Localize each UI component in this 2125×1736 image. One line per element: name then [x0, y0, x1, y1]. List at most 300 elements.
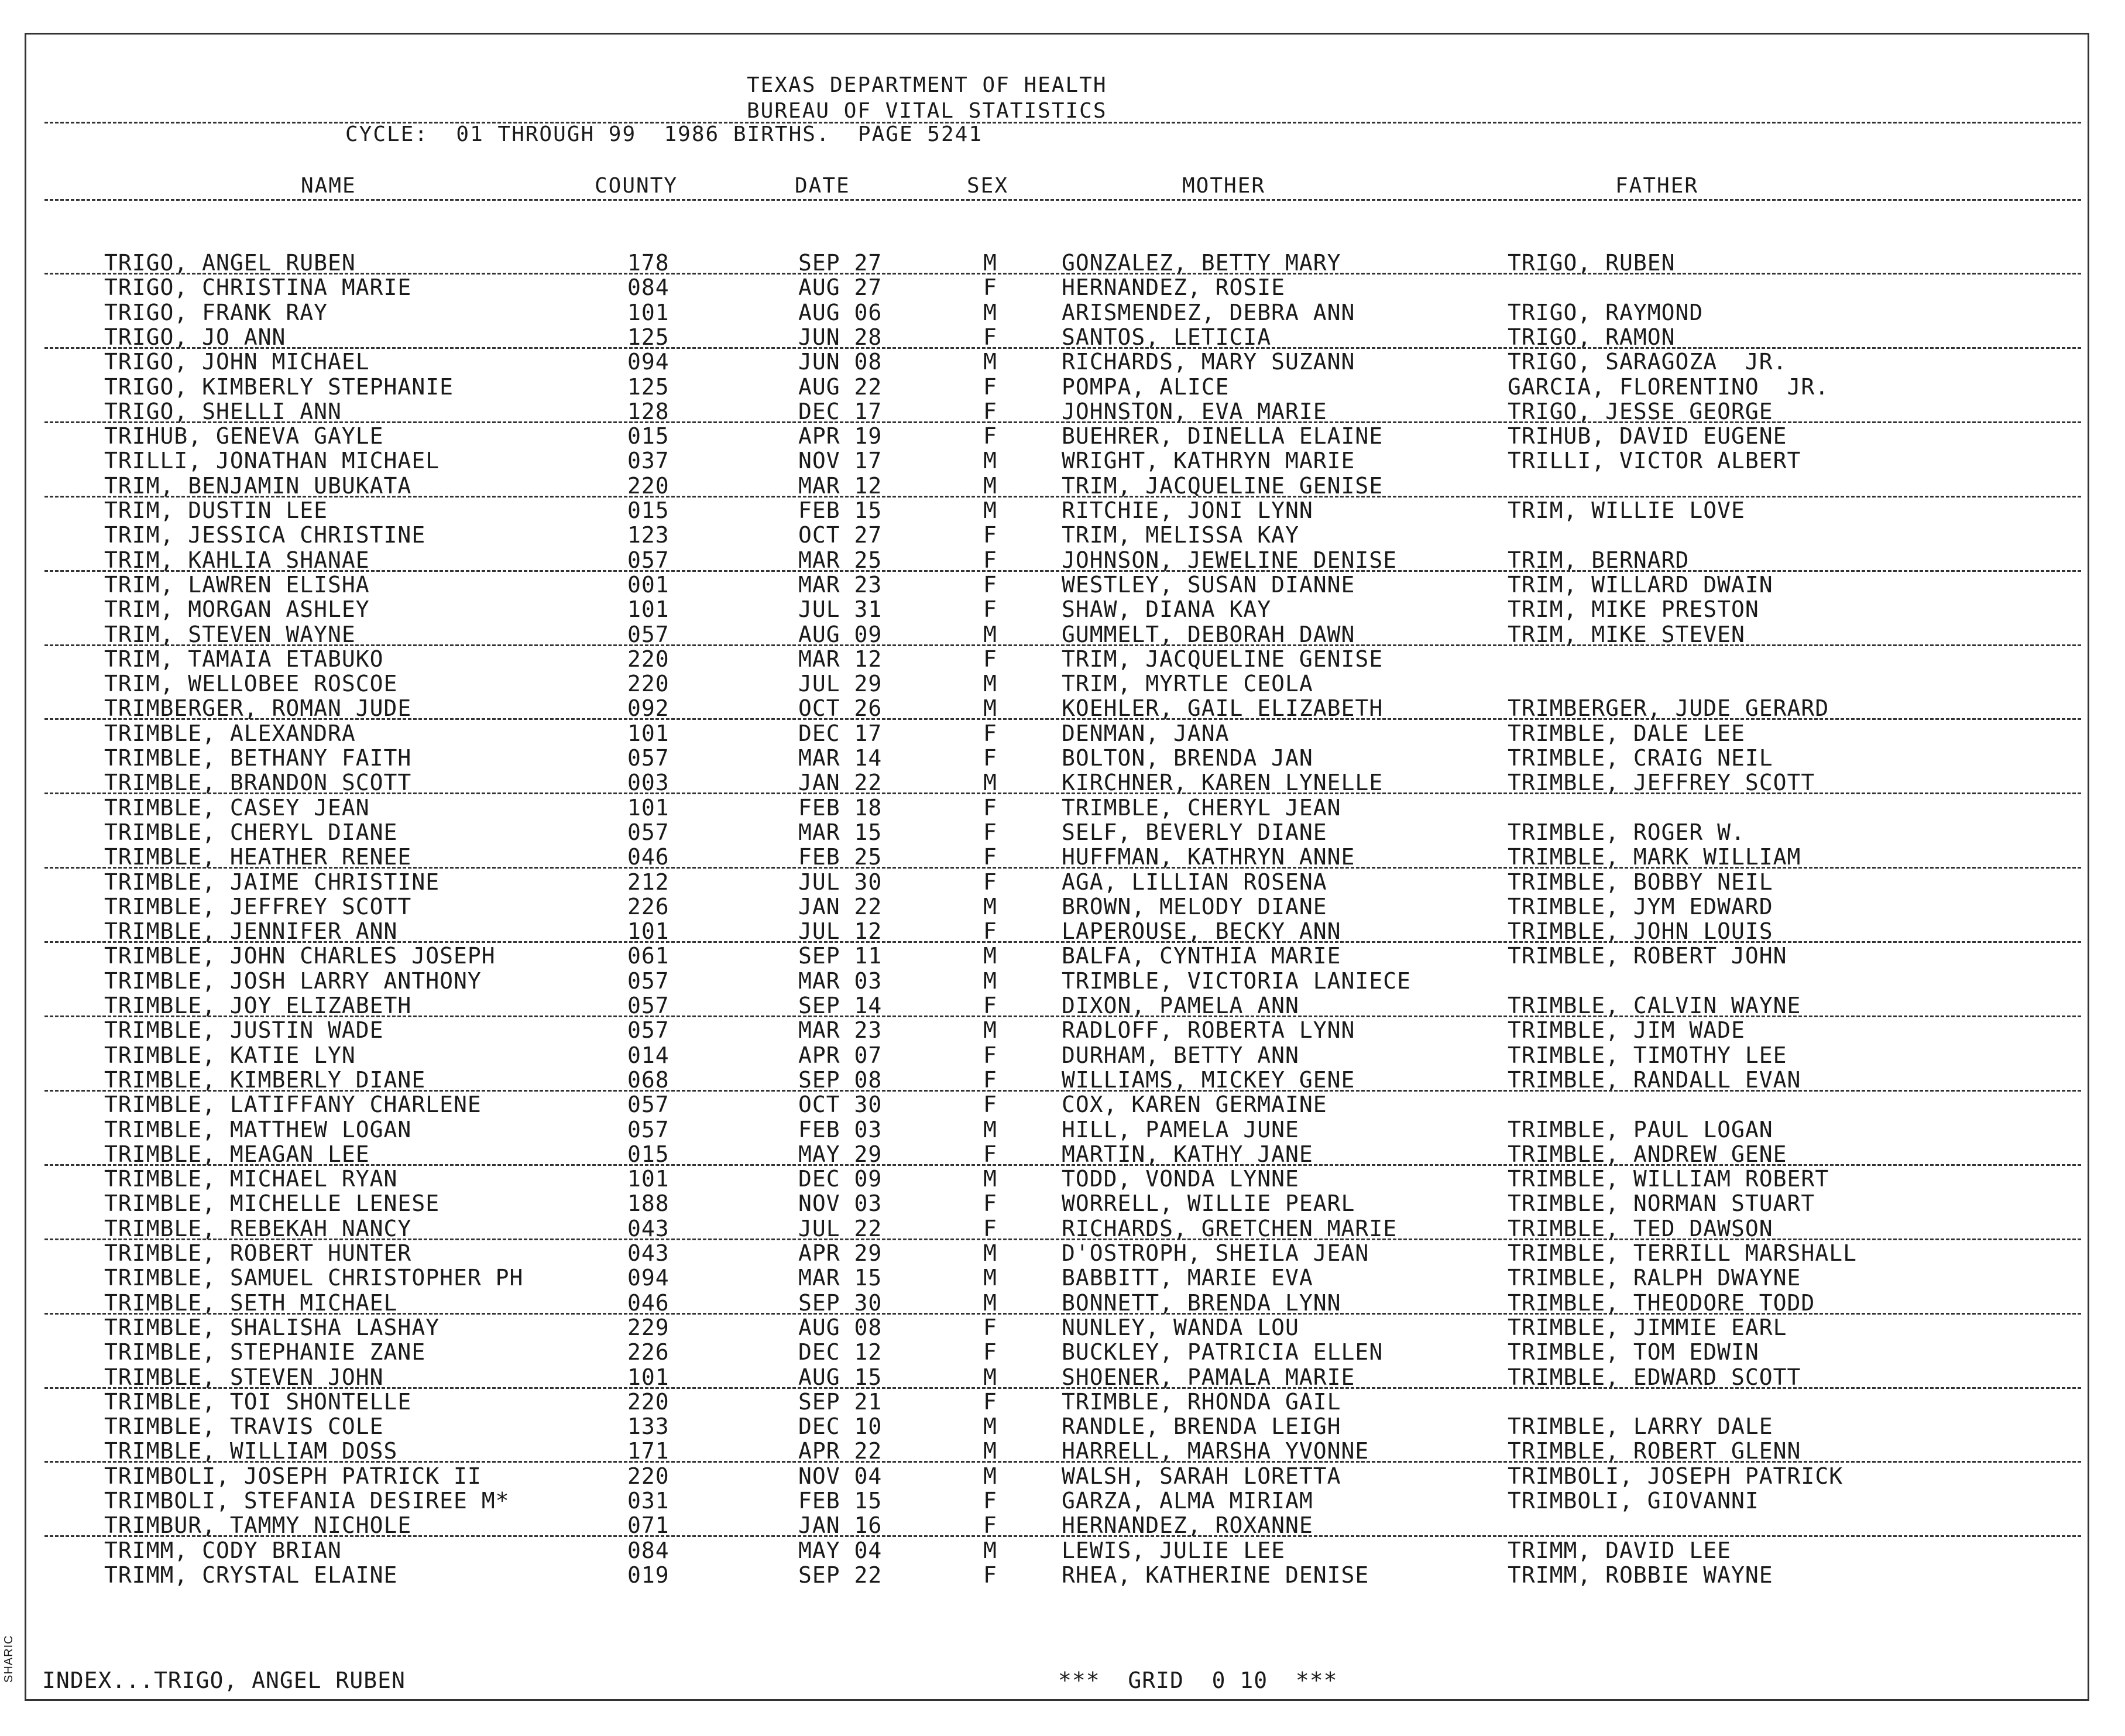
mother-cell: SHAW, DIANA KAY	[1062, 596, 1272, 623]
name-cell: TRIMBLE, JOHN CHARLES JOSEPH	[104, 943, 496, 969]
sex-cell: F	[983, 794, 997, 821]
sex-cell: M	[983, 250, 997, 276]
county-cell: 101	[627, 299, 670, 325]
sex-cell: F	[983, 522, 997, 548]
name-cell: TRIM, MORGAN ASHLEY	[104, 596, 370, 623]
table-row	[0, 671, 2125, 696]
mother-cell: BUEHRER, DINELLA ELAINE	[1062, 423, 1384, 450]
sex-cell: M	[983, 1364, 997, 1390]
mother-cell: HERNANDEZ, ROXANNE	[1062, 1512, 1313, 1539]
county-cell: 061	[627, 943, 670, 969]
table-row	[0, 300, 2125, 325]
name-cell: TRIMBLE, ALEXANDRA	[104, 720, 356, 746]
name-cell: TRIMBLE, ROBERT HUNTER	[104, 1240, 412, 1266]
sex-cell: F	[983, 720, 997, 746]
county-cell: 057	[627, 1017, 670, 1044]
county-cell: 057	[627, 819, 670, 845]
father-cell: TRIMBLE, TOM EDWIN	[1508, 1339, 1759, 1366]
county-cell: 101	[627, 720, 670, 746]
table-row	[0, 820, 2125, 845]
date-cell: MAR 25	[798, 547, 883, 573]
county-cell: 003	[627, 770, 670, 796]
table-row	[0, 969, 2125, 993]
mother-cell: LEWIS, JULIE LEE	[1062, 1537, 1286, 1563]
county-cell: 046	[627, 844, 670, 870]
sex-cell: F	[983, 1066, 997, 1093]
sex-cell: M	[983, 448, 997, 474]
name-cell: TRIGO, CHRISTINA MARIE	[104, 275, 412, 301]
date-cell: SEP 27	[798, 250, 883, 276]
sex-cell: M	[983, 1438, 997, 1464]
table-row	[0, 770, 2125, 795]
date-cell: DEC 17	[798, 398, 883, 424]
date-cell: DEC 09	[798, 1166, 883, 1192]
father-cell: TRIMBERGER, JUDE GERARD	[1508, 695, 1829, 722]
name-cell: TRIMM, CRYSTAL ELAINE	[104, 1562, 398, 1588]
table-row	[0, 1117, 2125, 1142]
mother-cell: BABBITT, MARIE EVA	[1062, 1265, 1313, 1291]
mother-cell: JOHNSON, JEWELINE DENISE	[1062, 547, 1398, 573]
sex-cell: M	[983, 671, 997, 697]
father-cell: TRIMBLE, JYM EDWARD	[1508, 893, 1773, 920]
mother-cell: BONNETT, BRENDA LYNN	[1062, 1289, 1341, 1316]
name-cell: TRIM, KAHLIA SHANAE	[104, 547, 370, 573]
sex-cell: F	[983, 1314, 997, 1340]
sex-cell: M	[983, 968, 997, 994]
father-cell: TRIMBLE, EDWARD SCOTT	[1508, 1364, 1801, 1390]
sex-cell: M	[983, 1017, 997, 1044]
county-cell: 092	[627, 695, 670, 722]
sex-cell: F	[983, 596, 997, 623]
father-cell: TRIMBLE, ANDREW GENE	[1508, 1141, 1787, 1167]
father-cell: TRIMBLE, CRAIG NEIL	[1508, 745, 1773, 771]
column-header-county: COUNTY	[595, 174, 678, 198]
mother-cell: TODD, VONDA LYNNE	[1062, 1166, 1299, 1192]
name-cell: TRIMBLE, MATTHEW LOGAN	[104, 1116, 412, 1143]
sex-cell: F	[983, 745, 997, 771]
father-cell: TRIMBLE, ROGER W.	[1508, 819, 1745, 845]
name-cell: TRIMBLE, CHERYL DIANE	[104, 819, 398, 845]
name-cell: TRIM, BENJAMIN UBUKATA	[104, 472, 412, 499]
table-row	[0, 1167, 2125, 1191]
father-cell: TRILLI, VICTOR ALBERT	[1508, 448, 1801, 474]
date-cell: SEP 21	[798, 1388, 883, 1415]
column-header-separator	[44, 199, 2081, 201]
father-cell: TRIGO, RUBEN	[1508, 250, 1676, 276]
mother-cell: BOLTON, BRENDA JAN	[1062, 745, 1313, 771]
mother-cell: DURHAM, BETTY ANN	[1062, 1042, 1299, 1068]
row-separator	[44, 867, 2081, 869]
date-cell: JUL 30	[798, 869, 883, 895]
date-cell: SEP 30	[798, 1289, 883, 1316]
date-cell: MAY 29	[798, 1141, 883, 1167]
date-cell: MAR 03	[798, 968, 883, 994]
sex-cell: M	[983, 1166, 997, 1192]
table-row	[0, 597, 2125, 622]
county-cell: 220	[627, 646, 670, 672]
county-cell: 057	[627, 1116, 670, 1143]
county-cell: 015	[627, 423, 670, 450]
table-row	[0, 1315, 2125, 1340]
name-cell: TRIMBLE, JOSH LARRY ANTHONY	[104, 968, 482, 994]
father-cell: TRIMBLE, LARRY DALE	[1508, 1413, 1773, 1440]
table-row	[0, 1265, 2125, 1290]
county-cell: 001	[627, 571, 670, 598]
table-row	[0, 275, 2125, 300]
county-cell: 057	[627, 993, 670, 1018]
date-cell: SEP 22	[798, 1562, 883, 1588]
father-cell: TRIMBLE, TIMOTHY LEE	[1508, 1042, 1787, 1068]
table-row	[0, 746, 2125, 770]
sex-cell: F	[983, 1092, 997, 1118]
table-row	[0, 870, 2125, 894]
date-cell: FEB 18	[798, 794, 883, 821]
mother-cell: ARISMENDEZ, DEBRA ANN	[1062, 299, 1355, 325]
table-row	[0, 944, 2125, 968]
county-cell: 125	[627, 373, 670, 400]
grid-footer: *** GRID 0 10 ***	[1058, 1668, 1338, 1693]
father-cell: TRIMBLE, MARK WILLIAM	[1508, 844, 1801, 870]
mother-cell: SELF, BEVERLY DIANE	[1062, 819, 1327, 845]
column-header-sex: SEX	[967, 174, 1009, 198]
county-cell: 084	[627, 1537, 670, 1563]
sex-cell: F	[983, 918, 997, 945]
table-row	[0, 1538, 2125, 1563]
father-cell: TRIHUB, DAVID EUGENE	[1508, 423, 1787, 450]
date-cell: AUG 08	[798, 1314, 883, 1340]
name-cell: TRIMBERGER, ROMAN JUDE	[104, 695, 412, 722]
name-cell: TRIM, LAWREN ELISHA	[104, 571, 370, 598]
name-cell: TRIM, JESSICA CHRISTINE	[104, 522, 426, 548]
sex-cell: M	[983, 1463, 997, 1489]
name-cell: TRIMBLE, WILLIAM DOSS	[104, 1438, 398, 1464]
mother-cell: BROWN, MELODY DIANE	[1062, 893, 1327, 920]
mother-cell: DENMAN, JANA	[1062, 720, 1230, 746]
mother-cell: RITCHIE, JONI LYNN	[1062, 498, 1313, 523]
name-cell: TRIMBLE, SHALISHA LASHAY	[104, 1314, 440, 1340]
side-mark	[1, 1618, 19, 1683]
father-cell: TRIMBLE, NORMAN STUART	[1508, 1191, 1815, 1217]
table-row	[0, 1043, 2125, 1068]
date-cell: AUG 09	[798, 621, 883, 647]
name-cell: TRIMBLE, KATIE LYN	[104, 1042, 356, 1068]
sex-cell: F	[983, 1215, 997, 1241]
date-cell: NOV 03	[798, 1191, 883, 1217]
father-cell: TRIMBLE, PAUL LOGAN	[1508, 1116, 1773, 1143]
name-cell: TRIMBOLI, STEFANIA DESIREE M*	[104, 1488, 510, 1514]
county-cell: 101	[627, 1364, 670, 1390]
table-row	[0, 399, 2125, 424]
mother-cell: HERNANDEZ, ROSIE	[1062, 275, 1286, 301]
name-cell: TRIMBLE, KIMBERLY DIANE	[104, 1066, 426, 1093]
county-cell: 057	[627, 1092, 670, 1118]
table-row	[0, 1390, 2125, 1414]
name-cell: TRIMBLE, STEVEN JOHN	[104, 1364, 384, 1390]
date-cell: OCT 26	[798, 695, 883, 722]
name-cell: TRIMBLE, TRAVIS COLE	[104, 1413, 384, 1440]
father-cell: TRIM, BERNARD	[1508, 547, 1690, 573]
father-cell: TRIMBOLI, JOSEPH PATRICK	[1508, 1463, 1844, 1489]
father-cell: TRIM, WILLIE LOVE	[1508, 498, 1745, 523]
county-cell: 101	[627, 596, 670, 623]
name-cell: TRIMM, CODY BRIAN	[104, 1537, 342, 1563]
sex-cell: F	[983, 993, 997, 1018]
father-cell: TRIMBLE, THEODORE TODD	[1508, 1289, 1815, 1316]
name-cell: TRIMBLE, REBEKAH NANCY	[104, 1215, 412, 1241]
date-cell: AUG 15	[798, 1364, 883, 1390]
sex-cell: M	[983, 1240, 997, 1266]
mother-cell: HILL, PAMELA JUNE	[1062, 1116, 1299, 1143]
table-row	[0, 375, 2125, 399]
county-cell: 057	[627, 547, 670, 573]
table-row	[0, 325, 2125, 349]
county-cell: 101	[627, 918, 670, 945]
mother-cell: TRIMBLE, RHONDA GAIL	[1062, 1388, 1341, 1415]
row-separator	[44, 792, 2081, 794]
mother-cell: TRIM, JACQUELINE GENISE	[1062, 646, 1384, 672]
mother-cell: COX, KAREN GERMAINE	[1062, 1092, 1327, 1118]
county-cell: 043	[627, 1215, 670, 1241]
column-header-father: FATHER	[1615, 174, 1699, 198]
name-cell: TRIMBLE, SAMUEL CHRISTOPHER PH	[104, 1265, 524, 1291]
date-cell: MAR 23	[798, 571, 883, 598]
father-cell: TRIMM, DAVID LEE	[1508, 1537, 1732, 1563]
mother-cell: D'OSTROPH, SHEILA JEAN	[1062, 1240, 1369, 1266]
name-cell: TRIMBLE, CASEY JEAN	[104, 794, 370, 821]
date-cell: JUL 12	[798, 918, 883, 945]
date-cell: APR 07	[798, 1042, 883, 1068]
mother-cell: HUFFMAN, KATHRYN ANNE	[1062, 844, 1355, 870]
table-row	[0, 993, 2125, 1018]
county-cell: 057	[627, 968, 670, 994]
date-cell: FEB 03	[798, 1116, 883, 1143]
table-row	[0, 696, 2125, 721]
sex-cell: M	[983, 621, 997, 647]
father-cell: TRIM, MIKE PRESTON	[1508, 596, 1759, 623]
side-mark-text: SHARIC	[2, 1635, 15, 1683]
table-row	[0, 894, 2125, 919]
sex-cell: F	[983, 547, 997, 573]
date-cell: FEB 15	[798, 498, 883, 523]
sex-cell: F	[983, 398, 997, 424]
table-row	[0, 349, 2125, 374]
row-separator	[44, 1461, 2081, 1463]
table-row	[0, 498, 2125, 523]
mother-cell: SHOENER, PAMALA MARIE	[1062, 1364, 1355, 1390]
table-row	[0, 572, 2125, 597]
father-cell: TRIMBLE, JIMMIE EARL	[1508, 1314, 1787, 1340]
name-cell: TRIMBLE, STEPHANIE ZANE	[104, 1339, 426, 1366]
mother-cell: TRIM, MYRTLE CEOLA	[1062, 671, 1313, 697]
date-cell: FEB 25	[798, 844, 883, 870]
table-row	[0, 1414, 2125, 1439]
mother-cell: TRIM, JACQUELINE GENISE	[1062, 472, 1384, 499]
sex-cell: F	[983, 869, 997, 895]
name-cell: TRIM, DUSTIN LEE	[104, 498, 328, 523]
sex-cell: F	[983, 844, 997, 870]
county-cell: 188	[627, 1191, 670, 1217]
mother-cell: MARTIN, KATHY JANE	[1062, 1141, 1313, 1167]
father-cell: GARCIA, FLORENTINO JR.	[1508, 373, 1829, 400]
mother-cell: POMPA, ALICE	[1062, 373, 1230, 400]
table-row	[0, 1365, 2125, 1390]
father-cell: TRIMBLE, ROBERT JOHN	[1508, 943, 1787, 969]
father-cell: TRIMBLE, TED DAWSON	[1508, 1215, 1773, 1241]
father-cell: TRIGO, JESSE GEORGE	[1508, 398, 1773, 424]
mother-cell: GONZALEZ, BETTY MARY	[1062, 250, 1341, 276]
name-cell: TRIMBLE, MICHELLE LENESE	[104, 1191, 440, 1217]
father-cell: TRIMBLE, ROBERT GLENN	[1508, 1438, 1801, 1464]
cycle-line: CYCLE: 01 THROUGH 99 1986 BIRTHS. PAGE 5241	[345, 122, 983, 146]
county-cell: 046	[627, 1289, 670, 1316]
name-cell: TRIGO, JOHN MICHAEL	[104, 349, 370, 375]
table-row	[0, 1241, 2125, 1265]
father-cell: TRIMBLE, DALE LEE	[1508, 720, 1745, 746]
table-row	[0, 1216, 2125, 1241]
county-cell: 015	[627, 1141, 670, 1167]
mother-cell: BUCKLEY, PATRICIA ELLEN	[1062, 1339, 1384, 1366]
county-cell: 094	[627, 1265, 670, 1291]
county-cell: 019	[627, 1562, 670, 1588]
sex-cell: F	[983, 1339, 997, 1366]
county-cell: 171	[627, 1438, 670, 1464]
name-cell: TRIMBLE, BRANDON SCOTT	[104, 770, 412, 796]
table-row	[0, 1018, 2125, 1042]
mother-cell: JOHNSTON, EVA MARIE	[1062, 398, 1327, 424]
county-cell: 084	[627, 275, 670, 301]
date-cell: JUL 22	[798, 1215, 883, 1241]
county-cell: 015	[627, 498, 670, 523]
name-cell: TRIMBLE, JAIME CHRISTINE	[104, 869, 440, 895]
date-cell: SEP 14	[798, 993, 883, 1018]
father-cell: TRIGO, RAYMOND	[1508, 299, 1704, 325]
date-cell: SEP 11	[798, 943, 883, 969]
mother-cell: RICHARDS, MARY SUZANN	[1062, 349, 1355, 375]
name-cell: TRIMBLE, HEATHER RENEE	[104, 844, 412, 870]
county-cell: 229	[627, 1314, 670, 1340]
mother-cell: TRIMBLE, CHERYL JEAN	[1062, 794, 1341, 821]
date-cell: AUG 06	[798, 299, 883, 325]
table-row	[0, 1340, 2125, 1364]
date-cell: NOV 17	[798, 448, 883, 474]
sex-cell: F	[983, 1488, 997, 1514]
mother-cell: SANTOS, LETICIA	[1062, 324, 1272, 350]
mother-cell: RADLOFF, ROBERTA LYNN	[1062, 1017, 1355, 1044]
name-cell: TRIMBLE, LATIFFANY CHARLENE	[104, 1092, 482, 1118]
county-cell: 226	[627, 1339, 670, 1366]
table-row	[0, 1191, 2125, 1216]
row-separator	[44, 718, 2081, 720]
name-cell: TRIGO, ANGEL RUBEN	[104, 250, 356, 276]
column-header-name: NAME	[301, 174, 356, 198]
name-cell: TRIMBUR, TAMMY NICHOLE	[104, 1512, 412, 1539]
county-cell: 226	[627, 893, 670, 920]
mother-cell: KOEHLER, GAIL ELIZABETH	[1062, 695, 1384, 722]
date-cell: MAR 23	[798, 1017, 883, 1044]
table-row	[0, 845, 2125, 869]
name-cell: TRIGO, JO ANN	[104, 324, 286, 350]
county-cell: 031	[627, 1488, 670, 1514]
sex-cell: F	[983, 1388, 997, 1415]
name-cell: TRIMBLE, BETHANY FAITH	[104, 745, 412, 771]
sex-cell: F	[983, 571, 997, 598]
table-row	[0, 721, 2125, 746]
date-cell: APR 22	[798, 1438, 883, 1464]
county-cell: 123	[627, 522, 670, 548]
county-cell: 068	[627, 1066, 670, 1093]
county-cell: 178	[627, 250, 670, 276]
sex-cell: M	[983, 893, 997, 920]
sex-cell: M	[983, 770, 997, 796]
date-cell: FEB 15	[798, 1488, 883, 1514]
sex-cell: M	[983, 349, 997, 375]
sex-cell: M	[983, 1413, 997, 1440]
date-cell: SEP 08	[798, 1066, 883, 1093]
date-cell: AUG 27	[798, 275, 883, 301]
table-row	[0, 1488, 2125, 1513]
mother-cell: WALSH, SARAH LORETTA	[1062, 1463, 1341, 1489]
date-cell: JUN 08	[798, 349, 883, 375]
date-cell: DEC 17	[798, 720, 883, 746]
county-cell: 133	[627, 1413, 670, 1440]
table-row	[0, 919, 2125, 944]
sex-cell: M	[983, 1116, 997, 1143]
date-cell: JAN 22	[798, 770, 883, 796]
sex-cell: F	[983, 646, 997, 672]
table-row	[0, 647, 2125, 671]
county-cell: 128	[627, 398, 670, 424]
county-cell: 212	[627, 869, 670, 895]
table-row	[0, 1563, 2125, 1587]
table-row	[0, 1464, 2125, 1488]
mother-cell: BALFA, CYNTHIA MARIE	[1062, 943, 1341, 969]
county-cell: 101	[627, 794, 670, 821]
mother-cell: WORRELL, WILLIE PEARL	[1062, 1191, 1355, 1217]
county-cell: 037	[627, 448, 670, 474]
father-cell: TRIMBLE, WILLIAM ROBERT	[1508, 1166, 1829, 1192]
county-cell: 057	[627, 621, 670, 647]
date-cell: DEC 12	[798, 1339, 883, 1366]
table-row	[0, 1092, 2125, 1117]
column-header-date: DATE	[795, 174, 850, 198]
table-row	[0, 251, 2125, 275]
date-cell: AUG 22	[798, 373, 883, 400]
name-cell: TRIMBLE, JOY ELIZABETH	[104, 993, 412, 1018]
row-separator	[44, 1535, 2081, 1537]
date-cell: OCT 27	[798, 522, 883, 548]
name-cell: TRILLI, JONATHAN MICHAEL	[104, 448, 440, 474]
bureau-title: BUREAU OF VITAL STATISTICS	[747, 99, 1107, 123]
date-cell: APR 29	[798, 1240, 883, 1266]
name-cell: TRIMBLE, TOI SHONTELLE	[104, 1388, 412, 1415]
name-cell: TRIMBLE, JENNIFER ANN	[104, 918, 398, 945]
name-cell: TRIMBLE, MICHAEL RYAN	[104, 1166, 398, 1192]
sex-cell: F	[983, 1562, 997, 1588]
father-cell: TRIMBLE, TERRILL MARSHALL	[1508, 1240, 1857, 1266]
sex-cell: M	[983, 1265, 997, 1291]
date-cell: MAY 04	[798, 1537, 883, 1563]
county-cell: 094	[627, 349, 670, 375]
mother-cell: WILLIAMS, MICKEY GENE	[1062, 1066, 1355, 1093]
sex-cell: F	[983, 1512, 997, 1539]
date-cell: APR 19	[798, 423, 883, 450]
sex-cell: M	[983, 299, 997, 325]
sex-cell: F	[983, 819, 997, 845]
name-cell: TRIMBLE, MEAGAN LEE	[104, 1141, 370, 1167]
sex-cell: F	[983, 423, 997, 450]
county-cell: 014	[627, 1042, 670, 1068]
column-header-mother: MOTHER	[1182, 174, 1266, 198]
